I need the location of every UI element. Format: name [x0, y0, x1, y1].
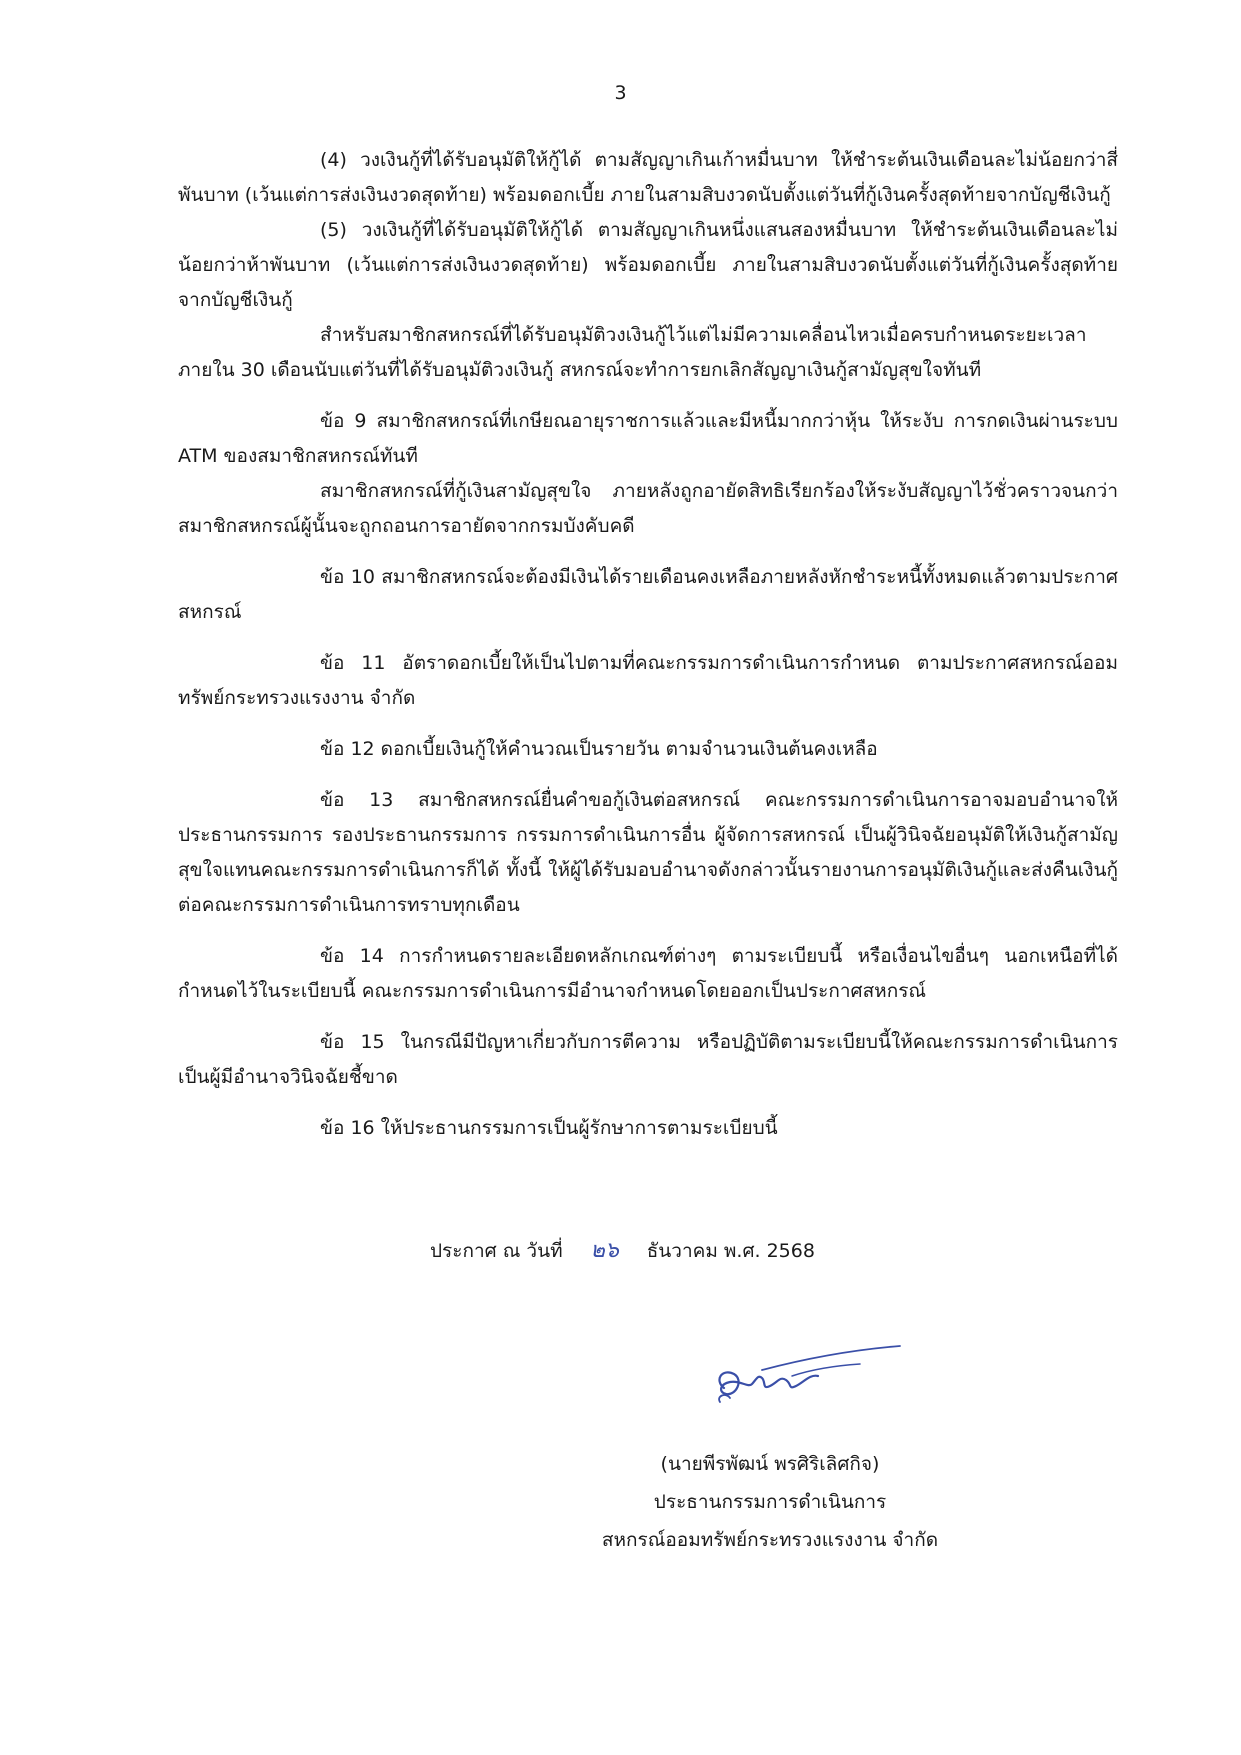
document-body [178, 143, 1118, 1146]
article-13: ข้อ 13 สมาชิกสหกรณ์ยื่นคำขอกู้เงินต่อสหกรณ์ คณะกรรมการดำเนินการอาจมอบอำนาจให้ประธานกรรมการ รองประธานกรรมการ กรรมการดำเนินการอื่น ผู้จัดการสหกรณ์ เป็นผู้วินิจฉัยอนุมัติให้เงินกู้สามัญสุขใจแทนคณะกรรมการดำเนินการก็ได้ ทั้งนี้ ให้ผู้ได้รับมอบอำนาจดังกล่าวนั้นรายงานการอนุมัติเงินกู้และส่งคืนเงินกู้ต่อคณะกรรมการดำเนินการทราบทุกเดือน [178, 789, 1118, 916]
article-9-suspension: สมาชิกสหกรณ์ที่กู้เงินสามัญสุขใจ ภายหลังถูกอายัดสิทธิเรียกร้องให้ระงับสัญญาไว้ชั่วคราวจนกว่าสมาชิกสหกรณ์ผู้นั้นจะถูกถอนการอายัดจากกรมบังคับคดี [178, 480, 1118, 537]
article-9: ข้อ 9 สมาชิกสหกรณ์ที่เกษียณอายุราชการแล้วและมีหนี้มากกว่าหุ้น ให้ระงับ การกดเงินผ่านระบบ ATM ของสมาชิกสหกรณ์ทันที [178, 410, 1118, 467]
page-number: 3 [614, 82, 627, 104]
signatory-block [580, 1445, 960, 1559]
article-14: ข้อ 14 การกำหนดรายละเอียดหลักเกณฑ์ต่างๆ ตามระเบียบนี้ หรือเงื่อนไขอื่นๆ นอกเหนือที่ได้กำหนดไว้ในระเบียบนี้ คณะกรรมการดำเนินการมีอำนาจกำหนดโดยออกเป็นประกาศสหกรณ์ [178, 945, 1118, 1002]
article-12: ข้อ 12 ดอกเบี้ยเงินกู้ให้คำนวณเป็นรายวัน ตามจำนวนเงินต้นคงเหลือ [320, 738, 878, 760]
signatory-position: ประธานกรรมการดำเนินการ [653, 1491, 887, 1513]
signature-image [700, 1330, 910, 1420]
announcement-prefix: ประกาศ ณ วันที่ [430, 1240, 563, 1262]
signatory-organization: สหกรณ์ออมทรัพย์กระทรวงแรงงาน จำกัด [601, 1529, 939, 1551]
inactive-loan-cancellation: สำหรับสมาชิกสหกรณ์ที่ได้รับอนุมัติวงเงินกู้ไว้แต่ไม่มีความเคลื่อนไหวเมื่อครบกำหนดระยะเวลาภายใน 30 เดือนนับแต่วันที่ได้รับอนุมัติวงเงินกู้ สหกรณ์จะทำการยกเลิกสัญญาเงินกู้สามัญสุขใจทันที [178, 324, 1087, 381]
signatory-name: (นายพีรพัฒน์ พรศิริเลิศกิจ) [660, 1453, 880, 1475]
article-11: ข้อ 11 อัตราดอกเบี้ยให้เป็นไปตามที่คณะกรรมการดำเนินการกำหนด ตามประกาศสหกรณ์ออมทรัพย์กระทรวงแรงงาน จำกัด [178, 652, 1118, 709]
clause-5-loan-limit: (5) วงเงินกู้ที่ได้รับอนุมัติให้กู้ได้ ตามสัญญาเกินหนึ่งแสนสองหมื่นบาท ให้ชำระต้นเงินเดือนละไม่น้อยกว่าห้าพันบาท (เว้นแต่การส่งเงินงวดสุดท้าย) พร้อมดอกเบี้ย ภายในสามสิบงวดนับตั้งแต่วันที่กู้เงินครั้งสุดท้ายจากบัญชีเงินกู้ [178, 219, 1118, 311]
article-10: ข้อ 10 สมาชิกสหกรณ์จะต้องมีเงินได้รายเดือนคงเหลือภายหลังหักชำระหนี้ทั้งหมดแล้วตามประกาศสหกรณ์ [178, 566, 1118, 623]
announcement-date [430, 1232, 815, 1267]
article-15: ข้อ 15 ในกรณีมีปัญหาเกี่ยวกับการตีความ หรือปฏิบัติตามระเบียบนี้ให้คณะกรรมการดำเนินการเป็นผู้มีอำนาจวินิจฉัยชี้ขาด [178, 1031, 1118, 1088]
article-16: ข้อ 16 ให้ประธานกรรมการเป็นผู้รักษาการตามระเบียบนี้ [320, 1117, 778, 1139]
handwritten-day: ๒๖ [590, 1238, 619, 1263]
clause-4-loan-limit: (4) วงเงินกู้ที่ได้รับอนุมัติให้กู้ได้ ตามสัญญาเกินเก้าหมื่นบาท ให้ชำระต้นเงินเดือนละไม่น้อยกว่าสี่พันบาท (เว้นแต่การส่งเงินงวดสุดท้าย) พร้อมดอกเบี้ย ภายในสามสิบงวดนับตั้งแต่วันที่กู้เงินครั้งสุดท้ายจากบัญชีเงินกู้ [178, 149, 1118, 206]
announcement-month-year: ธันวาคม พ.ศ. 2568 [646, 1240, 815, 1262]
